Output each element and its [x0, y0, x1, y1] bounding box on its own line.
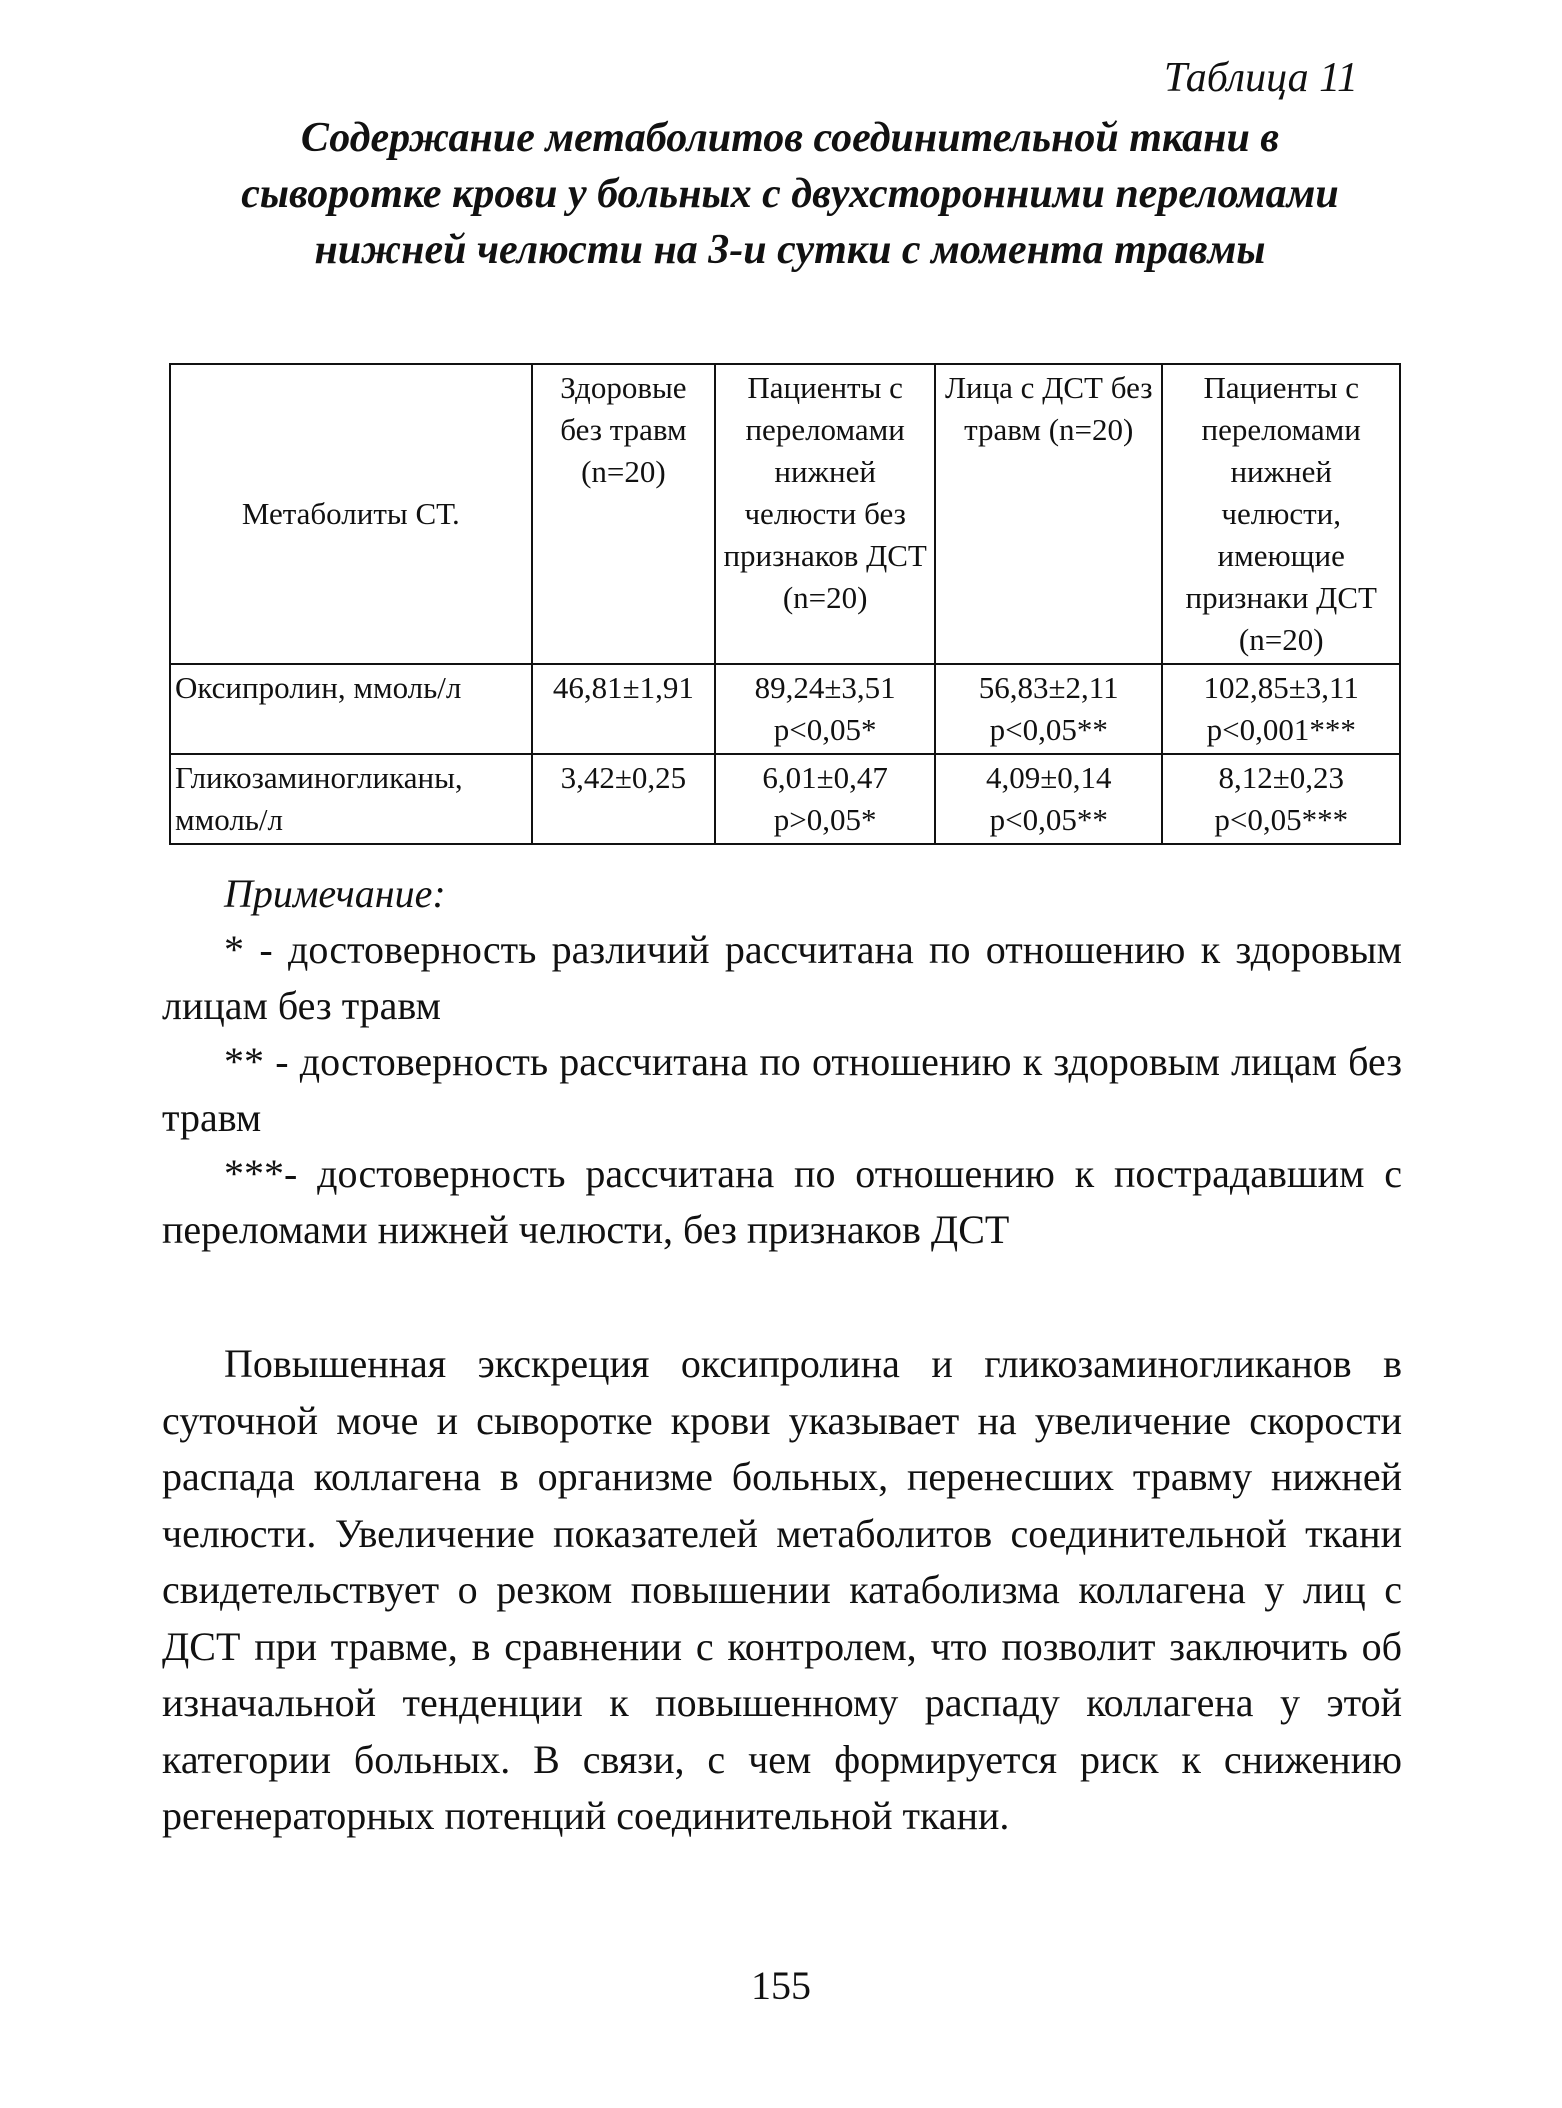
row-label: Гликозаминогликаны, ммоль/л [170, 754, 532, 844]
header-cell: Пациенты с переломами нижней челюсти без признаков ДСТ (n=20) [715, 364, 935, 664]
header-cell: Здоровые без травм (n=20) [532, 364, 716, 664]
cell-p-value: p<0,05** [989, 802, 1108, 837]
page-number: 155 [751, 1963, 811, 2008]
cell-p-value: p<0,05*** [1214, 802, 1349, 837]
note-line: ** - достоверность рассчитана по отношению к здоровым лицам без травм [162, 1039, 1402, 1140]
cell-p-value: p<0,001*** [1206, 712, 1356, 747]
table-cell [935, 754, 1162, 844]
note-line: ***- достоверность рассчитана по отношению к пострадавшим с переломами нижней челюсти, без признаков ДСТ [162, 1151, 1402, 1252]
cell-value: 102,85±3,11 [1203, 670, 1359, 705]
cell-p-value: p>0,05* [773, 802, 877, 837]
cell-value: 8,12±0,23 [1218, 760, 1344, 795]
header-cell: Метаболиты СТ. [170, 364, 532, 664]
table-caption: Содержание метаболитов соединительной ткани в сыворотке крови у больных с двухсторонними переломами нижней челюсти на 3-и сутки с момента травмы [241, 115, 1339, 273]
cell-value: 4,09±0,14 [985, 760, 1112, 795]
cell-p-value: p<0,05** [989, 712, 1108, 747]
table-label: Таблица 11 [1163, 55, 1358, 101]
cell-p-value: p<0,05* [773, 712, 877, 747]
row-label: Оксипролин, ммоль/л [170, 664, 532, 754]
header-cell: Пациенты с переломами нижней челюсти, имеющие признаки ДСТ (n=20) [1162, 364, 1400, 664]
data-table [169, 363, 1401, 845]
cell-value: 56,83±2,11 [978, 670, 1119, 705]
table-row [170, 664, 1400, 754]
table-cell [715, 664, 935, 754]
body-paragraph: Повышенная экскреция оксипролина и гликозаминогликанов в суточной моче и сыворотке крови указывает на увеличение скорости распада коллагена в организме больных, перенесших травму нижней челюсти. Увеличение показателей метаболитов соединительной ткани свидетельствует о резком повышении катаболизма коллагена у лиц с ДСТ при травме, в сравнении с контролем, что позволит заключить об изначальной тенденции к повышенному распаду коллагена у этой категории больных. В связи, с чем формируется риск к снижению регенераторных потенций соединительной ткани. [162, 1341, 1402, 1838]
cell-value: 89,24±3,51 [754, 670, 896, 705]
table-cell [935, 664, 1162, 754]
cell-value: 6,01±0,47 [762, 760, 888, 795]
table-header-row [170, 364, 1400, 664]
header-cell: Лица с ДСТ без травм (n=20) [935, 364, 1162, 664]
notes-section [162, 866, 1402, 1258]
notes-title: Примечание: [224, 871, 446, 916]
table-cell [1162, 754, 1400, 844]
table-cell: 46,81±1,91 [532, 664, 716, 754]
table-cell [715, 754, 935, 844]
table-cell: 3,42±0,25 [532, 754, 716, 844]
note-line: * - достоверность различий рассчитана по отношению к здоровым лицам без травм [162, 927, 1402, 1028]
table-row [170, 754, 1400, 844]
table-cell [1162, 664, 1400, 754]
